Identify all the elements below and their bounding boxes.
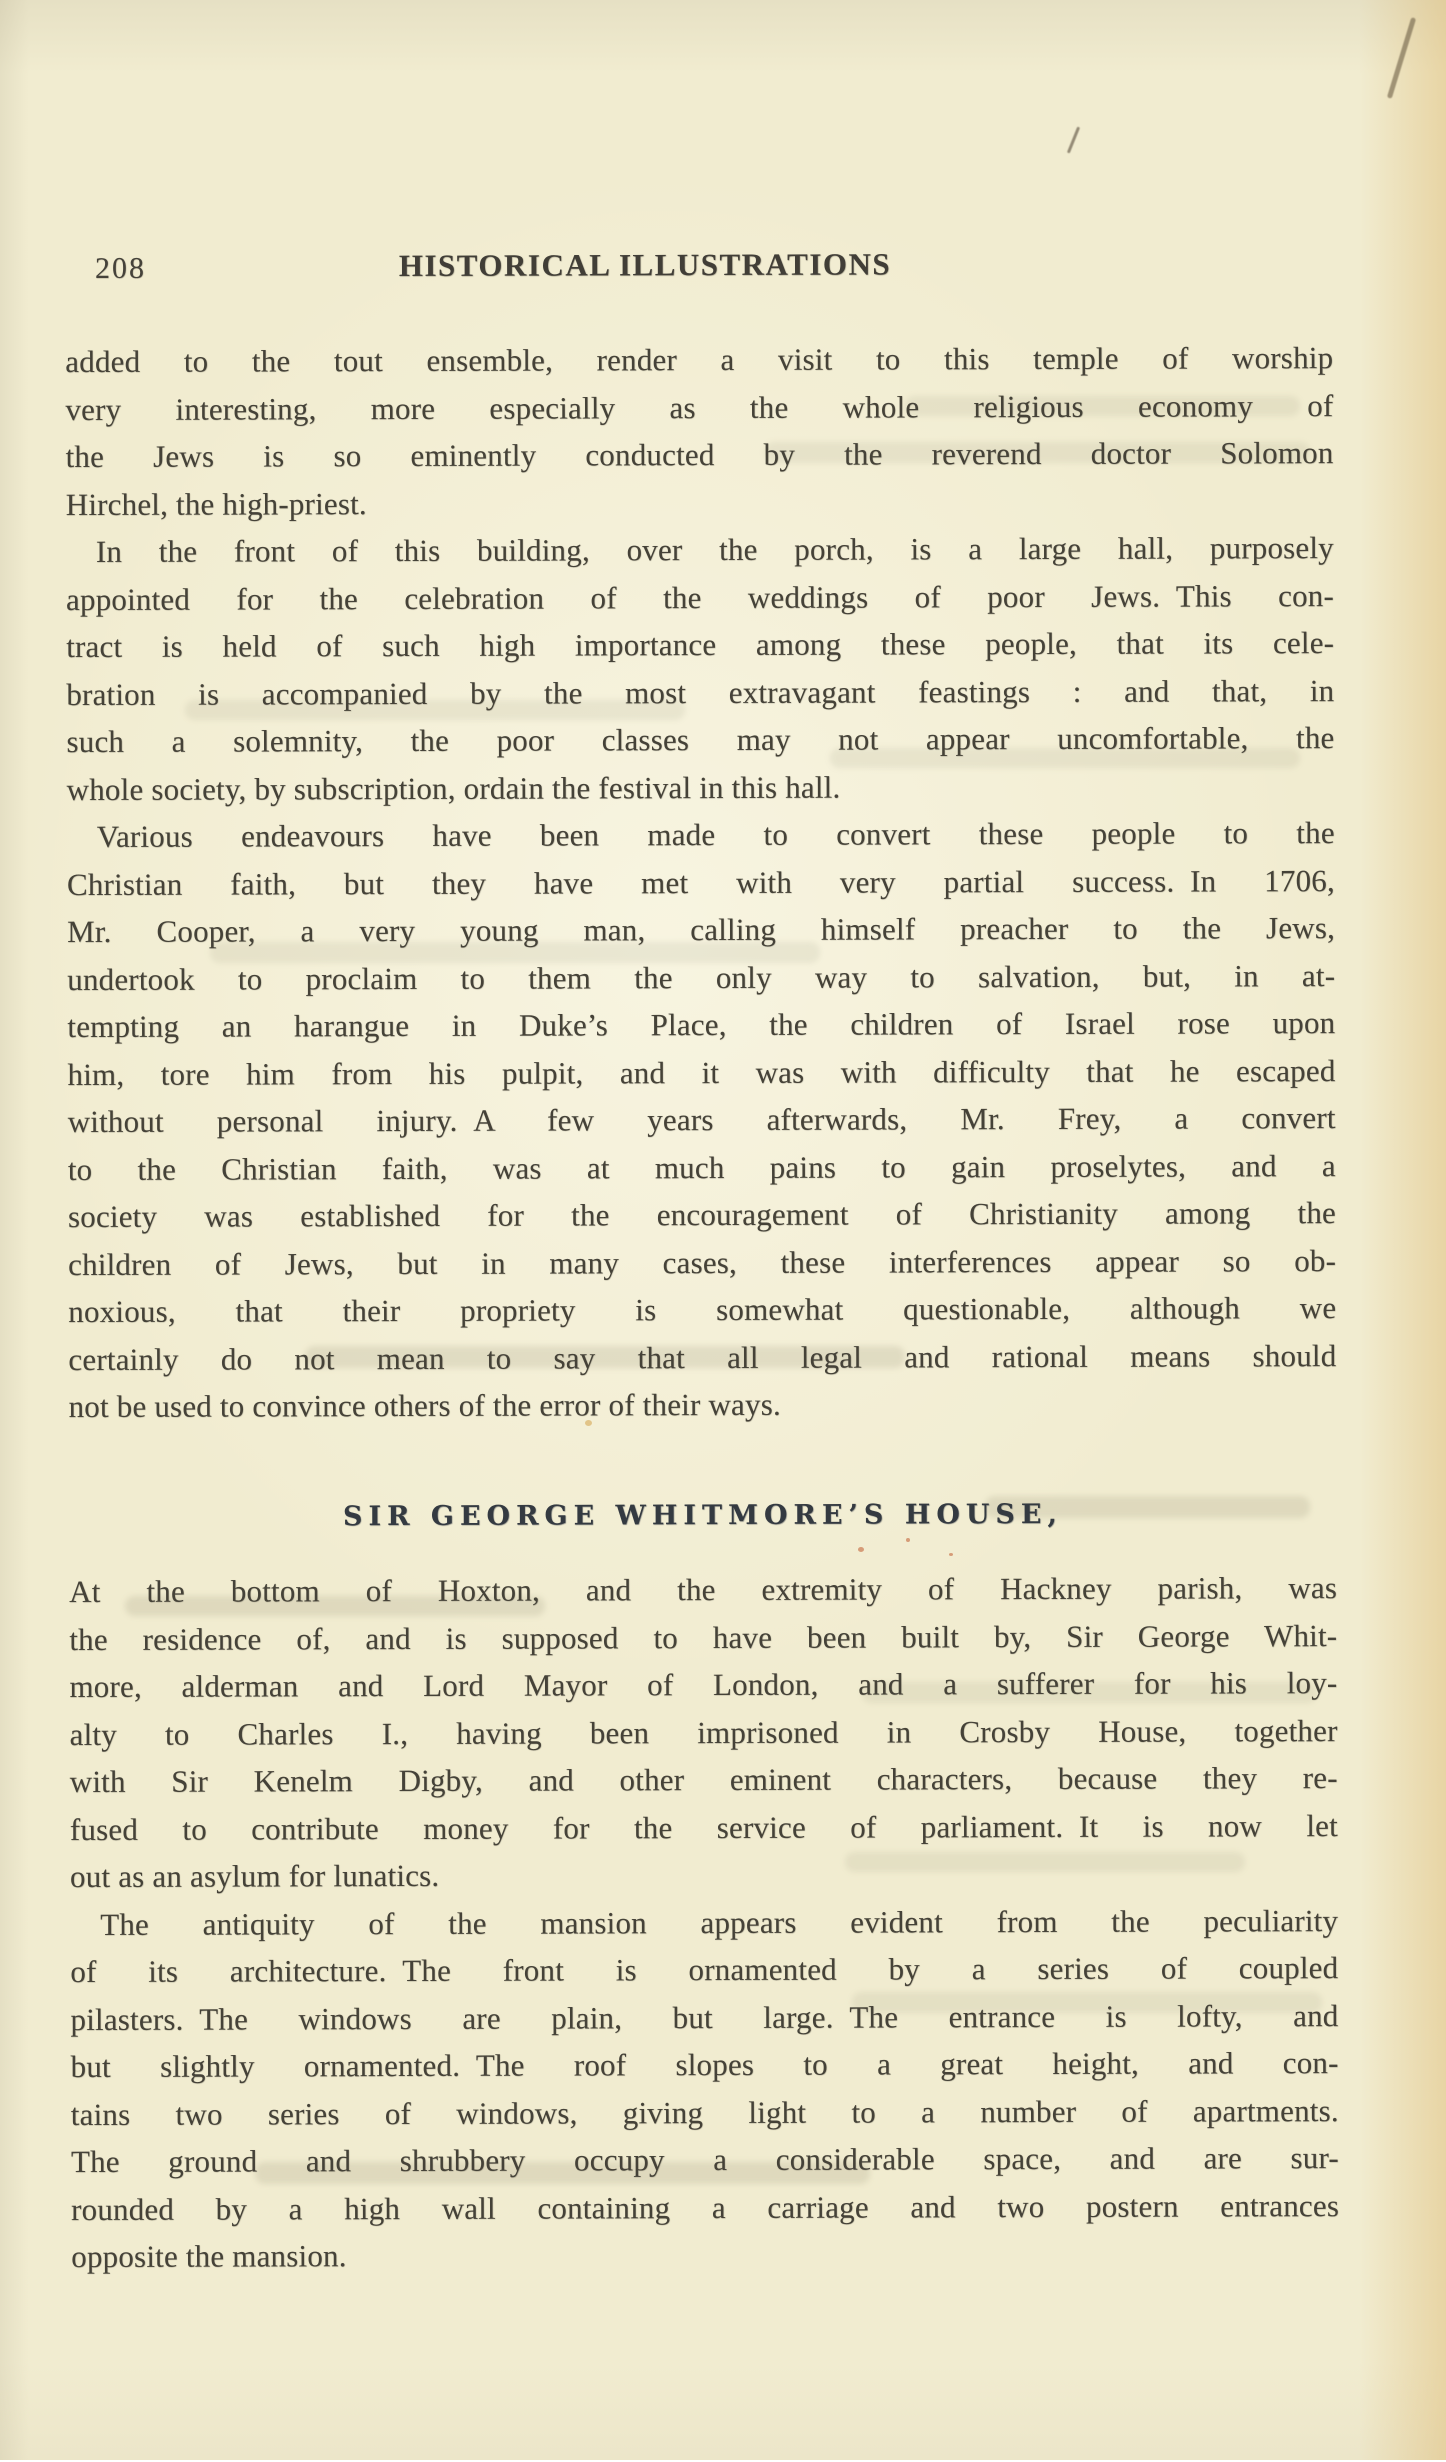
text-line: him, tore him from his pulpit, and it was with difficulty that he escaped: [67, 1052, 1336, 1092]
text-line: children of Jews, but in many cases, these interferences appear so ob-: [68, 1242, 1337, 1282]
text-line: added to the tout ensemble, render a visit to this temple of worship: [65, 340, 1334, 380]
section-heading: SIR GEORGE WHITMORE’S HOUSE,: [342, 1498, 1063, 1532]
text-line: undertook to proclaim to them the only way to salvation, but, in at-: [67, 957, 1336, 997]
text-line: certainly do not mean to say that all legal and rational means should: [68, 1337, 1337, 1377]
text-line: out as an asylum for lunatics.: [69, 1857, 440, 1895]
text-line: of its architecture. The front is ornamented by a series of coupled: [70, 1950, 1339, 1990]
text-line: to the Christian faith, was at much pains to gain proselytes, and a: [67, 1147, 1336, 1187]
text-line: with Sir Kenelm Digby, and other eminent characters, because they re-: [69, 1760, 1338, 1800]
text-line: The ground and shrubbery occupy a considerable space, and are sur-: [70, 2140, 1339, 2180]
text-line: pilasters. The windows are plain, but large. The entrance is lofty, and: [70, 1997, 1339, 2037]
text-line: whole society, by subscription, ordain the festival in this hall.: [66, 769, 841, 807]
text-line: The antiquity of the mansion appears evident from the peculiarity: [100, 1902, 1339, 1942]
text-line: without personal injury. A few years afterwards, Mr. Frey, a convert: [67, 1100, 1336, 1140]
text-line: tract is held of such high importance among these people, that its cele-: [66, 625, 1335, 665]
text-line: the Jews is so eminently conducted by the reverend doctor Solomon: [65, 435, 1334, 475]
page-number: 208: [94, 251, 147, 285]
text-line: alty to Charles I., having been imprisoned in Crosby House, together: [69, 1712, 1338, 1752]
text-line: bration is accompanied by the most extravagant feastings : and that, in: [66, 672, 1335, 712]
text-line: such a solemnity, the poor classes may not appear uncomfortable, the: [66, 720, 1335, 760]
text-line: but slightly ornamented. The roof slopes to a great height, and con-: [70, 2045, 1339, 2085]
text-line: the residence of, and is supposed to have been built by, Sir George Whit-: [69, 1617, 1338, 1657]
text-line: opposite the mansion.: [71, 2238, 347, 2275]
text-line: tains two series of windows, giving light to a number of apartments.: [70, 2092, 1339, 2132]
text-line: rounded by a high wall containing a carriage and two postern entrances: [71, 2187, 1340, 2227]
text-line: In the front of this building, over the porch, is a large hall, purposely: [95, 530, 1334, 569]
text-line: noxious, that their propriety is somewhat questionable, although we: [68, 1290, 1337, 1330]
text-line: not be used to convince others of the error of their ways.: [68, 1386, 781, 1425]
running-header: HISTORICAL ILLUSTRATIONS: [398, 246, 892, 284]
text-block: [65, 334, 1339, 2280]
text-line: fused to contribute money for the service of parliament. It is now let: [69, 1807, 1338, 1847]
text-line: Christian faith, but they have met with very partial success. In 1706,: [66, 862, 1335, 902]
text-line: more, alderman and Lord Mayor of London, and a sufferer for his loy-: [69, 1665, 1338, 1705]
text-line: very interesting, more especially as the whole religious economy of: [65, 387, 1334, 427]
text-line: appointed for the celebration of the weddings of poor Jews. This con-: [65, 577, 1335, 617]
text-line: society was established for the encouragement of Christianity among the: [67, 1195, 1337, 1235]
text-line: Various endeavours have been made to convert these people to the: [96, 815, 1335, 854]
text-line: Hirchel, the high-priest.: [65, 485, 367, 522]
text-line: Mr. Cooper, a very young man, calling himself preacher to the Jews,: [67, 910, 1336, 950]
text-line: At the bottom of Hoxton, and the extremity of Hackney parish, was: [69, 1570, 1338, 1610]
text-line: tempting an harangue in Duke’s Place, the children of Israel rose upon: [67, 1005, 1336, 1045]
